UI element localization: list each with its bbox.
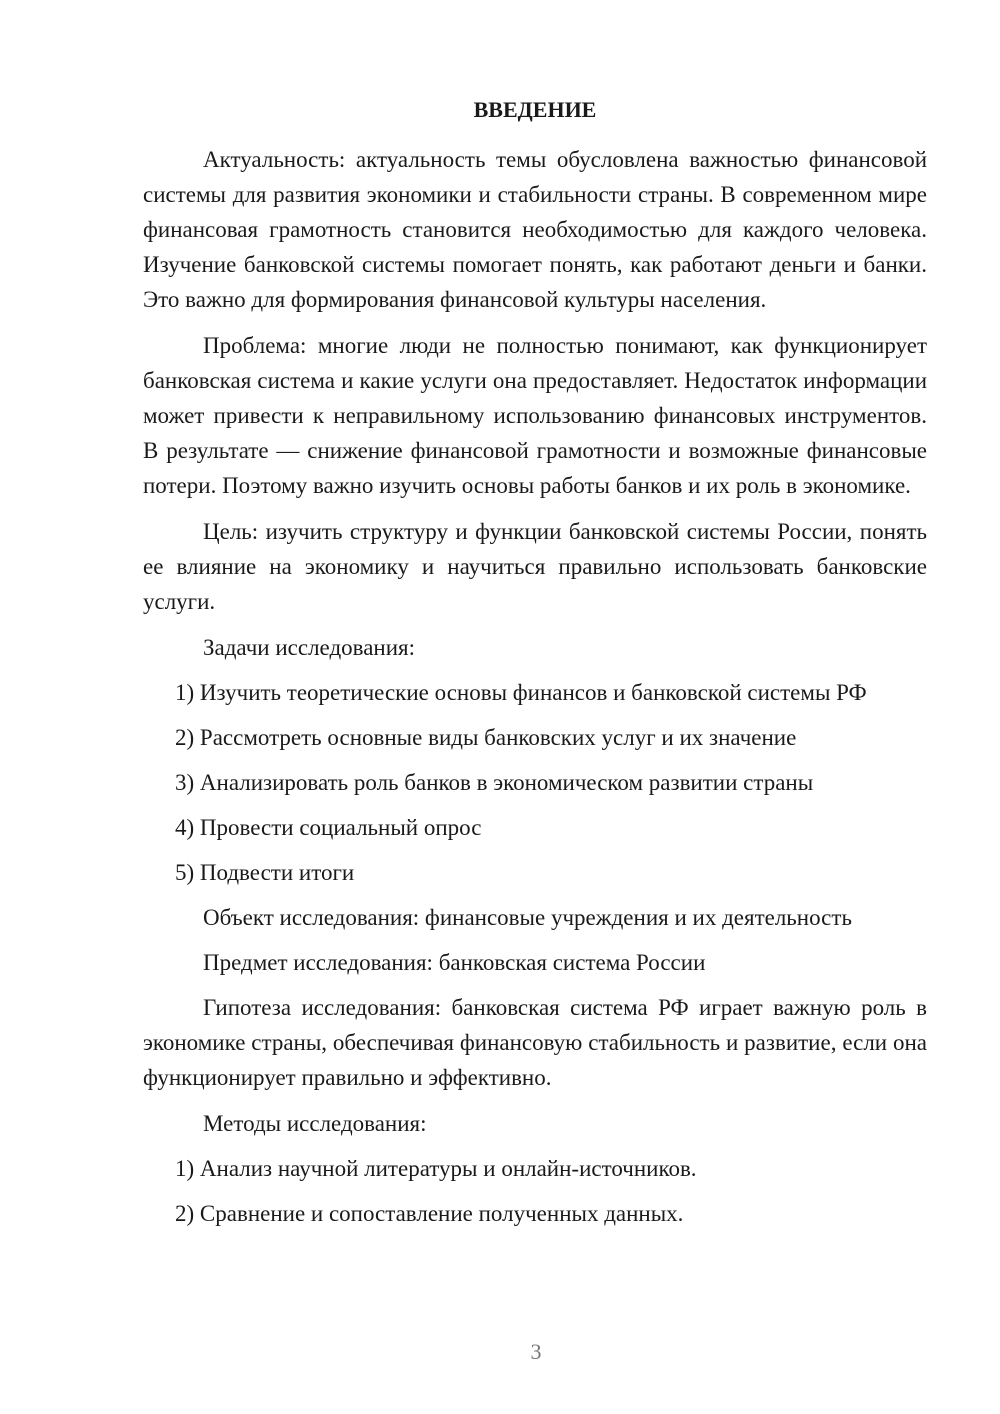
task-item: 1) Изучить теоретические основы финансов и банковской системы РФ: [175, 680, 867, 705]
research-object: Объект исследования: финансовые учреждения и их деятельность: [203, 905, 852, 930]
relevance-paragraph: Актуальность: актуальность темы обусловлена важностью финансовой системы для развития экономики и стабильности страны. В современном мире финансовая грамотность становится необходимостью для каждого человека. Изучение банковской системы помогает понять, как работают деньги и банки. Это важно для формирования финансовой культуры населения.: [143, 147, 927, 312]
task-item: 4) Провести социальный опрос: [175, 815, 482, 840]
research-subject: Предмет исследования: банковская система России: [203, 950, 706, 975]
hypothesis-paragraph: Гипотеза исследования: банковская система РФ играет важную роль в экономике страны, обеспечивая финансовую стабильность и развитие, если она функционирует правильно и эффективно.: [143, 995, 927, 1090]
problem-paragraph: Проблема: многие люди не полностью понимают, как функционирует банковская система и какие услуги она предоставляет. Недостаток информации может привести к неправильному использованию финансовых инструментов. В результате — снижение финансовой грамотности и возможные финансовые потери. Поэтому важно изучить основы работы банков и их роль в экономике.: [143, 333, 927, 498]
page-title: ВВЕДЕНИЕ: [473, 97, 597, 122]
methods-heading: Методы исследования:: [203, 1111, 427, 1136]
task-item: 2) Рассмотреть основные виды банковских услуг и их значение: [175, 725, 797, 750]
tasks-heading: Задачи исследования:: [203, 635, 416, 660]
task-item: 3) Анализировать роль банков в экономическом развитии страны: [175, 770, 814, 795]
goal-paragraph: Цель: изучить структуру и функции банковской системы России, понять ее влияние на экономику и научиться правильно использовать банковские услуги.: [143, 519, 927, 614]
method-item: 1) Анализ научной литературы и онлайн-источников.: [175, 1156, 697, 1181]
task-item: 5) Подвести итоги: [175, 860, 355, 885]
page-body: [143, 94, 927, 1241]
page-number: 3: [530, 1339, 542, 1364]
method-item: 2) Сравнение и сопоставление полученных данных.: [175, 1201, 684, 1226]
